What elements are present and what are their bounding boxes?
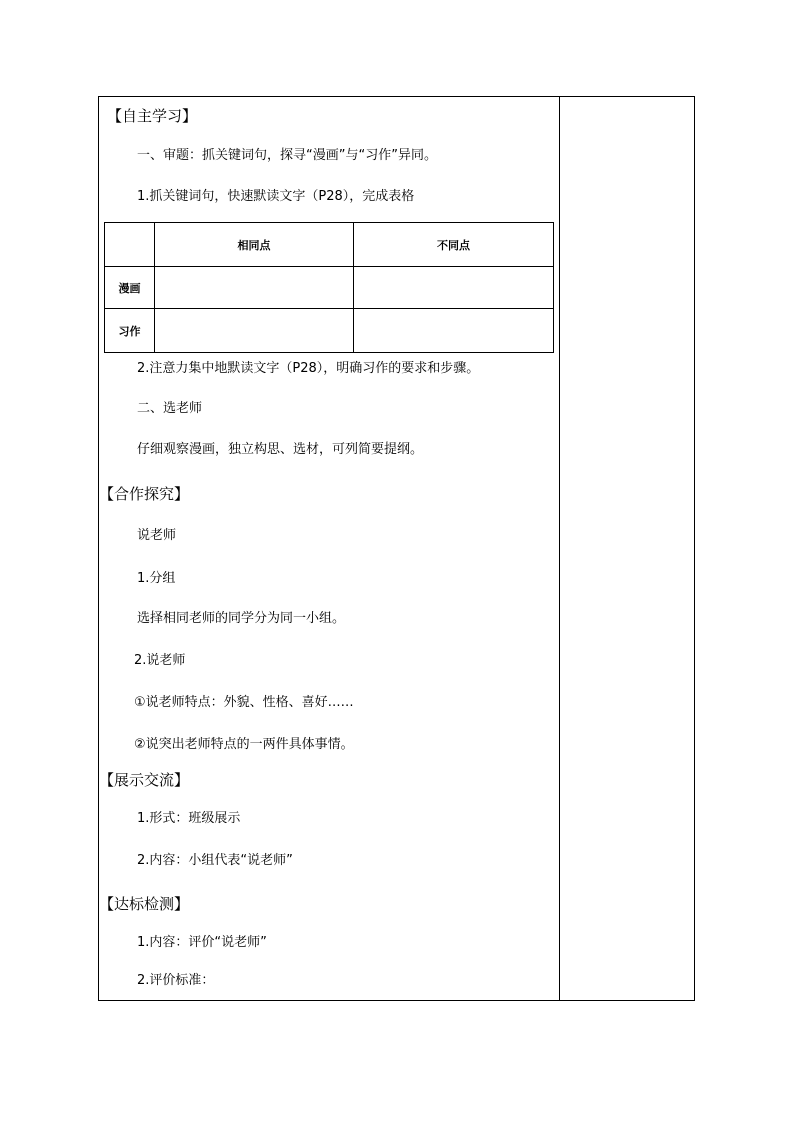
assessment-line-1: 1.内容：评价“说老师” <box>137 935 267 950</box>
table-cell-writing-different <box>354 309 554 353</box>
table-row-label-writing: 习作 <box>105 309 155 353</box>
lesson-table <box>98 96 695 1001</box>
table-cell-writing-same <box>155 309 354 353</box>
table-corner-cell <box>105 223 155 267</box>
heading-presentation: 【展示交流】 <box>99 771 190 789</box>
cooperation-line-3: 选择相同老师的同学分为同一小组。 <box>137 611 346 626</box>
table-header-same: 相同点 <box>155 223 354 267</box>
table-cell-comic-different <box>354 267 554 309</box>
cooperation-line-1: 说老师 <box>137 528 177 543</box>
cooperation-line-2: 1.分组 <box>137 571 176 586</box>
cooperation-line-4: 2.说老师 <box>134 653 186 668</box>
heading-self-study: 【自主学习】 <box>107 107 198 125</box>
column-divider <box>559 97 560 1000</box>
heading-cooperation: 【合作探究】 <box>99 485 190 503</box>
self-study-line-3: 2.注意力集中地默读文字（P28），明确习作的要求和步骤。 <box>137 361 480 376</box>
comparison-table <box>104 222 554 353</box>
table-cell-comic-same <box>155 267 354 309</box>
cooperation-line-6: ②说突出老师特点的一两件具体事情。 <box>134 737 354 752</box>
self-study-line-5: 仔细观察漫画，独立构思、选材，可列简要提纲。 <box>137 442 424 457</box>
table-header-different: 不同点 <box>354 223 554 267</box>
self-study-line-1: 一、审题：抓关键词句，探寻“漫画”与“习作”异同。 <box>137 148 437 163</box>
self-study-line-2: 1.抓关键词句，快速默读文字（P28），完成表格 <box>137 189 415 204</box>
presentation-line-2: 2.内容：小组代表“说老师” <box>137 853 293 868</box>
heading-assessment: 【达标检测】 <box>99 895 190 913</box>
table-row-label-comic: 漫画 <box>105 267 155 309</box>
assessment-line-2: 2.评价标准： <box>137 973 215 988</box>
presentation-line-1: 1.形式：班级展示 <box>137 811 241 826</box>
cooperation-line-5: ①说老师特点：外貌、性格、喜好…… <box>134 695 354 710</box>
self-study-line-4: 二、选老师 <box>137 401 203 416</box>
